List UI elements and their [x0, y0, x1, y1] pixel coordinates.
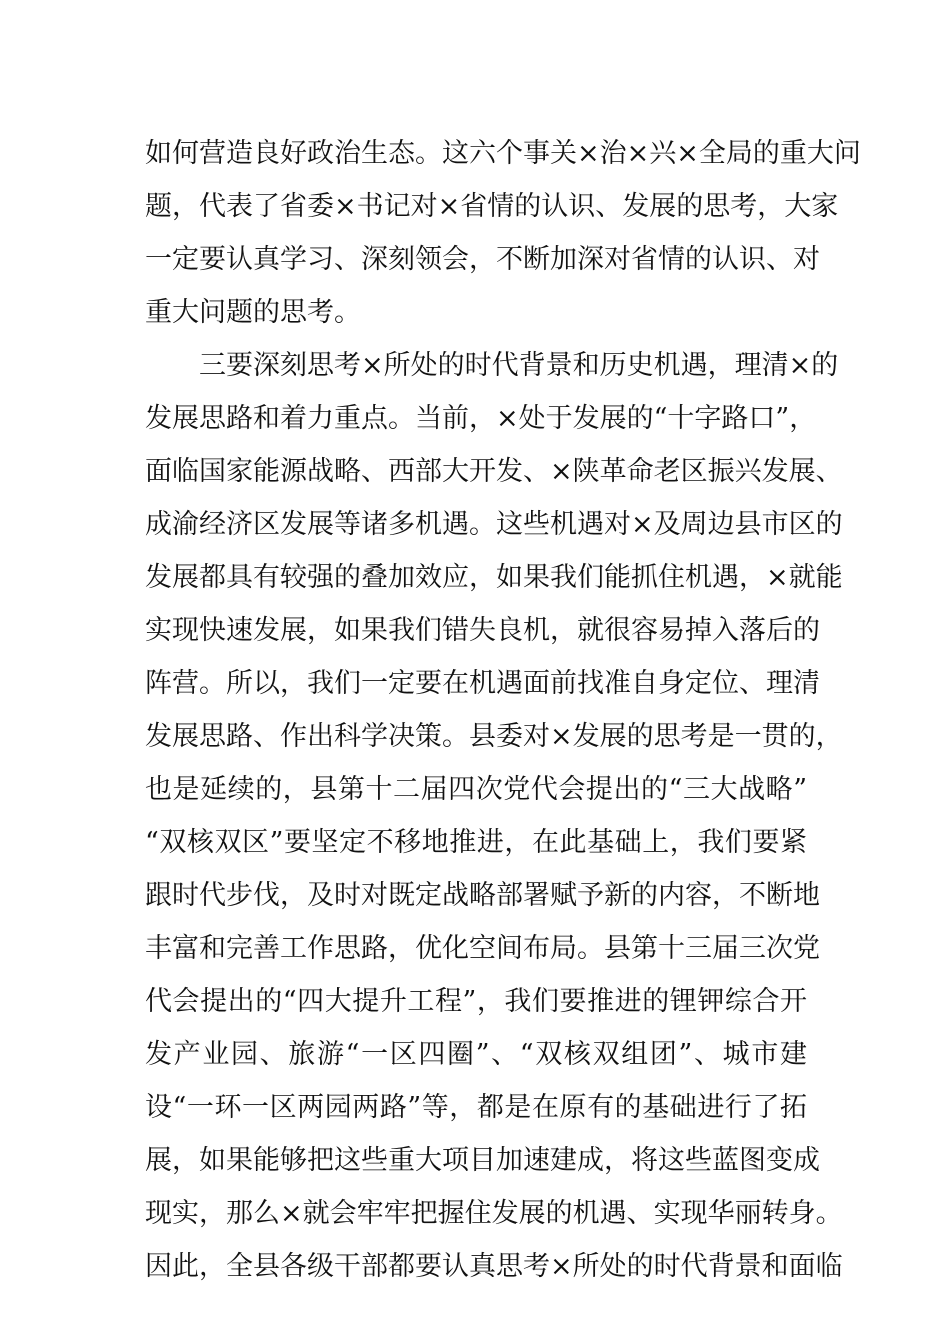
text-line: 跟时代步伐，及时对既定战略部署赋予新的内容，不断地 [145, 880, 820, 911]
paragraph-1 [145, 127, 861, 339]
text-line: 展，如果能够把这些重大项目加速建成，将这些蓝图变成 [145, 1145, 820, 1176]
text-line: 题，代表了省委×书记对×省情的认识、发展的思考，大家 [145, 191, 839, 222]
text-line: 一定要认真学习、深刻领会，不断加深对省情的认识、对 [145, 244, 820, 275]
text-line: 如何营造良好政治生态。这六个事关×治×兴×全局的重大问 [145, 138, 861, 169]
text-line: 阵营。所以，我们一定要在机遇面前找准自身定位、理清 [145, 668, 820, 699]
text-line: 发展思路、作出科学决策。县委对×发展的思考是一贯的， [145, 721, 843, 752]
text-line: 发展都具有较强的叠加效应，如果我们能抓住机遇，×就能 [145, 562, 843, 593]
document-body [145, 127, 861, 1293]
text-line: 现实，那么×就会牢牢把握住发展的机遇、实现华丽转身。 [145, 1198, 843, 1229]
text-line: 代会提出的“四大提升工程”，我们要推进的锂钾综合开 [145, 986, 807, 1017]
text-line: 实现快速发展，如果我们错失良机，就很容易掉入落后的 [145, 615, 820, 646]
text-line: 面临国家能源战略、西部大开发、×陕革命老区振兴发展、 [145, 456, 843, 487]
paragraph-2 [145, 339, 843, 1293]
text-line: 三要深刻思考×所处的时代背景和历史机遇，理清×的 [199, 350, 839, 381]
text-line: 重大问题的思考。 [145, 297, 361, 328]
text-line: 也是延续的，县第十二届四次党代会提出的“三大战略” [145, 774, 807, 805]
text-line: 发展思路和着力重点。当前，×处于发展的“十字路口”， [145, 403, 817, 434]
text-line: 设“一环一区两园两路”等，都是在原有的基础进行了拓 [145, 1092, 807, 1123]
text-line: 因此，全县各级干部都要认真思考×所处的时代背景和面临 [145, 1251, 843, 1282]
text-line: 发产业园、旅游“一区四圈”、“双核双组团”、城市建 [145, 1039, 807, 1070]
text-line: “双核双区”要坚定不移地推进，在此基础上，我们要紧 [145, 827, 807, 858]
text-line: 成渝经济区发展等诸多机遇。这些机遇对×及周边县市区的 [145, 509, 843, 540]
text-line: 丰富和完善工作思路，优化空间布局。县第十三届三次党 [145, 933, 820, 964]
